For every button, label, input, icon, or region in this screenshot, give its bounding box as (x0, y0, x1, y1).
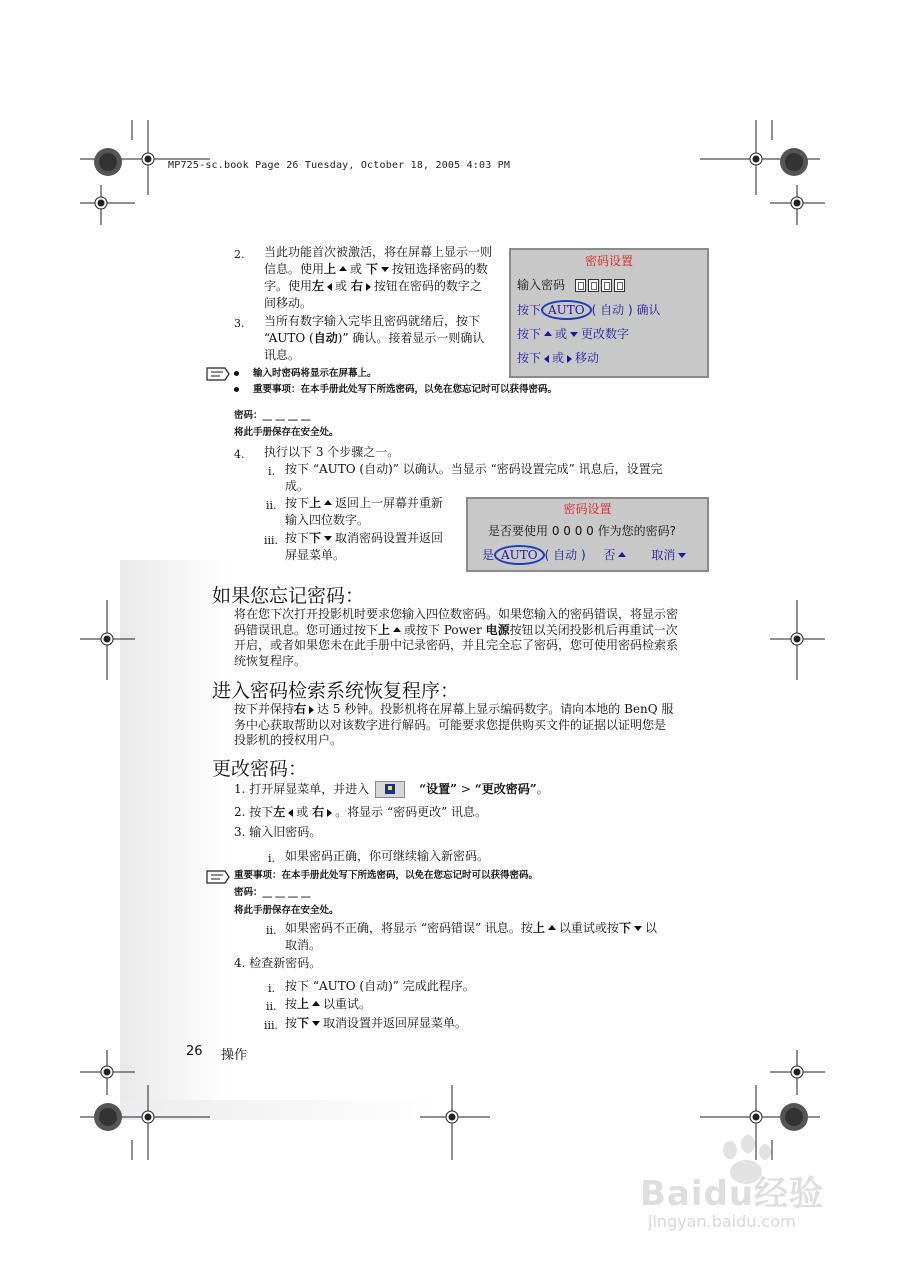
down-arrow-icon (324, 536, 332, 541)
page-number: 26 (186, 1044, 203, 1059)
change-step-4: 4. 检查新密码。 (234, 956, 322, 970)
change-step-3-ii-number: ii. (266, 924, 277, 937)
step-4-number: 4. (234, 448, 245, 461)
osd-choice-row: 是 AUTO ( 自动 ) 否 取消 (482, 545, 702, 565)
down-arrow-icon (570, 332, 578, 337)
up-arrow-icon (618, 552, 626, 557)
auto-button-highlight: AUTO (541, 300, 592, 320)
step-4-iii-number: iii. (264, 534, 279, 547)
left-arrow-icon (544, 355, 549, 363)
down-arrow-icon (634, 926, 642, 931)
change-step-4-i-text: 按下 “AUTO (自动)” 完成此程序。 (285, 979, 475, 993)
up-arrow-icon (339, 266, 347, 271)
password-digit-box (601, 279, 612, 292)
osd-row-confirm: 按下 AUTO ( 自动 ) 确认 (517, 300, 660, 320)
book-header: MP725-sc.book Page 26 Tuesday, October 18, 2005 4:03 PM (168, 160, 511, 171)
password-digit-box (588, 279, 599, 292)
up-arrow-icon (324, 500, 332, 505)
note-pencil-icon (205, 366, 231, 382)
change-step-3: 3. 输入旧密码。 (234, 825, 322, 839)
auto-button-highlight: AUTO (494, 545, 545, 565)
step-4-iii-text: 按下下 取消密码设置并返回 屏显菜单。 (285, 531, 444, 562)
osd-question: 是否要使用 0 0 0 0 作为您的密码? (488, 524, 676, 538)
right-arrow-icon (366, 283, 371, 291)
bullet-icon (234, 371, 239, 376)
change-step-3-i-number: i. (268, 852, 276, 865)
bullet-icon (234, 387, 239, 392)
osd-password-setup-1 (509, 248, 709, 378)
note-pencil-icon (205, 869, 231, 885)
footer-section: 操作 (221, 1048, 248, 1063)
section-recovery-body: 按下并保持右 达 5 秒钟。投影机将在屏幕上显示编码数字。请向本地的 BenQ 服 务中心获取帮助以对该数字进行解码。可能要求您提供购买文件的证据以证明您是 投影机的授权用户。 (234, 702, 674, 747)
change-step-4-i-number: i. (268, 982, 276, 995)
watermark-url: jingyan.baidu.com (648, 1212, 796, 1231)
right-arrow-icon (309, 706, 314, 714)
change-password-blank: 密码：__ __ __ __ (234, 887, 311, 898)
password-digit-box (575, 279, 586, 292)
watermark-brand: Baidu经验 (640, 1174, 825, 1214)
step-4-i-number: i. (268, 465, 276, 478)
keep-safe-note: 将此手册保存在安全处。 (234, 427, 339, 438)
osd-input-row: 输入密码 (517, 276, 627, 293)
change-step-3-ii-text: 如果密码不正确，将显示 “密码错误” 讯息。按上 以重试或按下 以 取消。 (285, 921, 657, 952)
change-step-4-iii-text: 按下 取消设置并返回屏显菜单。 (285, 1016, 468, 1030)
change-step-4-iii-number: iii. (264, 1019, 279, 1032)
step-4-ii-number: ii. (266, 499, 277, 512)
note-bullet-2: 重要事项：在本手册此处写下所选密码，以免在您忘记时可以获得密码。 (234, 383, 557, 397)
up-arrow-icon (312, 1001, 320, 1006)
step-4-text: 执行以下 3 个步骤之一。 (264, 445, 400, 459)
section-recovery-title: 进入密码检索系统恢复程序： (212, 680, 460, 702)
down-arrow-icon (678, 553, 686, 558)
section-forgot-password-title: 如果您忘记密码： (212, 585, 365, 607)
change-step-1: 1. 打开屏显菜单，并进入 “设置” > “更改密码”。 (234, 782, 549, 796)
step-3-text: 当所有数字输入完毕且密码就绪后，按下 “AUTO (自动)” 确认。接着显示一则确认 讯息。 (264, 314, 485, 362)
osd-password-setup-2 (466, 497, 709, 572)
change-keep-safe-note: 将此手册保存在安全处。 (234, 905, 339, 916)
up-arrow-icon (544, 331, 552, 336)
step-2-number: 2. (234, 248, 245, 261)
down-arrow-icon (381, 267, 389, 272)
left-arrow-icon (288, 809, 293, 817)
right-arrow-icon (327, 809, 332, 817)
password-digit-box (614, 279, 625, 292)
change-step-4-ii-text: 按上 以重试。 (285, 997, 372, 1011)
settings-menu-icon (375, 781, 405, 798)
osd-row-move: 按下 或 移动 (517, 351, 600, 365)
note-bullet-1: 输入时密码将显示在屏幕上。 (234, 367, 377, 381)
change-step-4-ii-number: ii. (266, 1000, 277, 1013)
section-change-password-title: 更改密码： (212, 758, 308, 780)
osd-title: 密码设置 (563, 502, 612, 516)
up-arrow-icon (548, 925, 556, 930)
down-arrow-icon (312, 1021, 320, 1026)
up-arrow-icon (393, 627, 401, 632)
step-4-ii-text: 按下上 返回上一屏幕并重新 输入四位数字。 (285, 496, 444, 527)
right-arrow-icon (567, 355, 572, 363)
osd-title: 密码设置 (584, 254, 633, 268)
change-step-3-i-text: 如果密码正确，你可继续输入新密码。 (285, 849, 490, 863)
step-4-i-text: 按下 “AUTO (自动)” 以确认。当显示 “密码设置完成” 讯息后，设置完 成。 (285, 462, 663, 493)
osd-row-change: 按下 或 更改数字 (517, 327, 630, 341)
section-forgot-password-body: 将在您下次打开投影机时要求您输入四位数密码。如果您输入的密码错误，将显示密 码错误讯息。您可通过按下上 或按下 Power 电源按钮以关闭投影机后再重试一次 开启，或者如果您未在此手册中记录密码，并且完全忘了密码，您可使用密码检索系 统恢复程序。 (234, 607, 679, 668)
left-arrow-icon (327, 283, 332, 291)
step-2-text: 当此功能首次被激活，将在屏幕上显示一则 信息。使用上 或 下 按钮选择密码的数 字。使用左 或 右 按钮在密码的数字之 间移动。 (264, 245, 493, 310)
step-3-number: 3. (234, 317, 245, 330)
password-blank: 密码：__ __ __ __ (234, 410, 311, 421)
change-note: 重要事项：在本手册此处写下所选密码，以免在您忘记时可以获得密码。 (234, 870, 539, 881)
change-step-2: 2. 按下左 或 右 。将显示 “密码更改” 讯息。 (234, 805, 488, 819)
